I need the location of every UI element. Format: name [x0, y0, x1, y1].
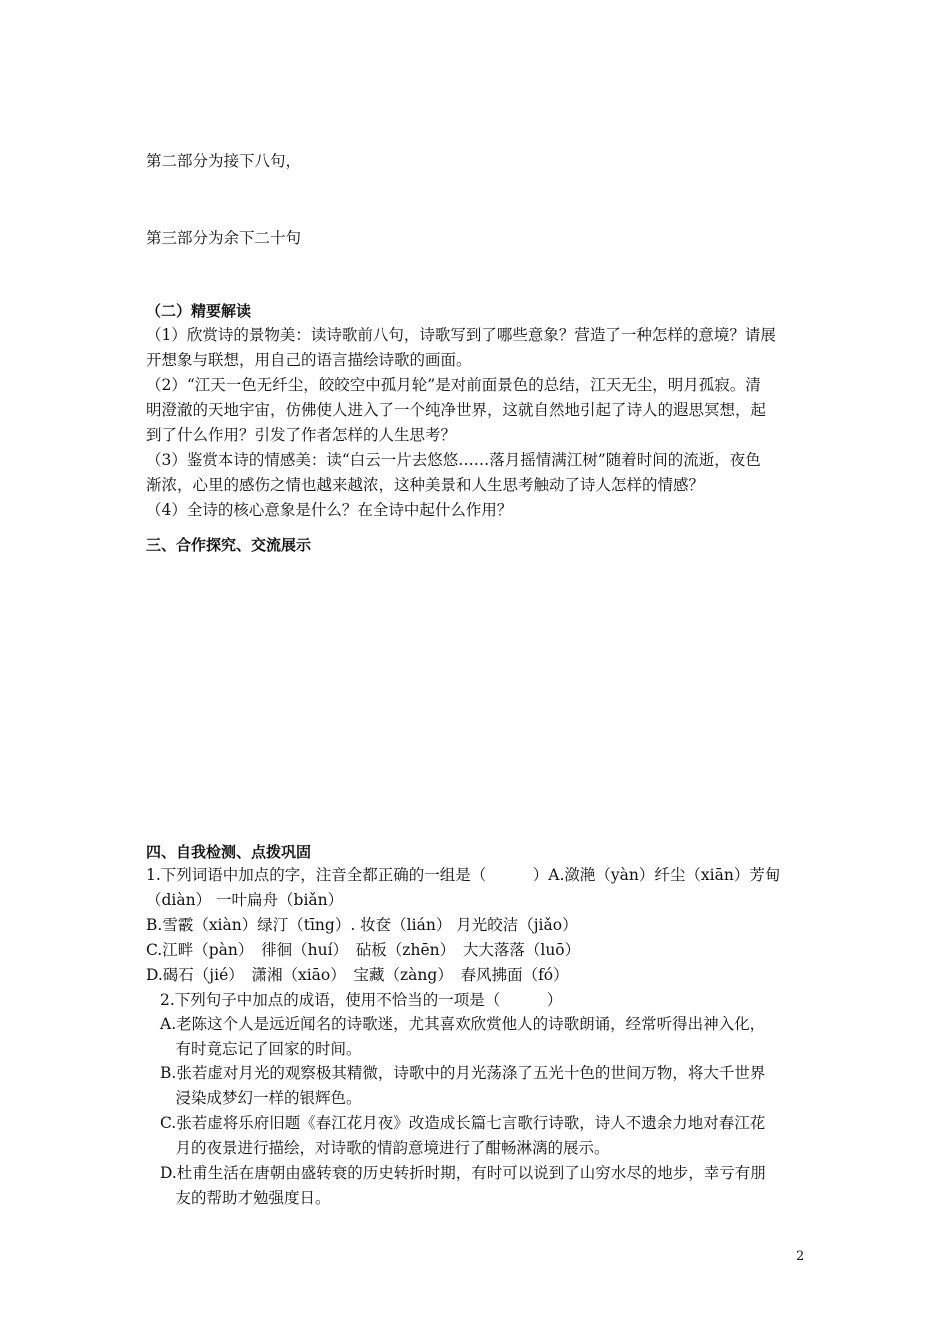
q2-line: 浸染成梦幻一样的银辉色。 [160, 1089, 362, 1107]
q2-line: C.张若虚将乐府旧题《春江花月夜》改造成长篇七言歌行诗歌，诗人不遗余力地对春江花 [160, 1114, 766, 1132]
q1-line: 1.下列词语中加点的字，注音全都正确的一组是（ ）A.潋滟（yàn）纤尘（xiān）芳甸 [146, 866, 781, 884]
section2-line: 到了什么作用？引发了作者怎样的人生思考？ [146, 426, 457, 444]
q1-line: B.雪霰（xiàn）绿汀（tīng）. 妆奁（lián） 月光皎洁（jiǎo） [146, 916, 578, 934]
section2-line: （3）鉴赏本诗的情感美：读“白云一片去悠悠……落月摇情满江树”随着时间的流逝，夜色 [146, 451, 761, 469]
section4-heading: 四、自我检测、点拨巩固 [146, 843, 312, 861]
q1-line: C.江畔（pàn） 徘徊（huí） 砧板（zhēn） 大大落落（luō） [146, 941, 581, 959]
section2-heading: （二）精要解读 [146, 302, 252, 320]
q1-line: D.碣石（jié） 潇湘（xiāo） 宝藏（zàng） 春风拂面（fó） [146, 966, 569, 984]
section3-heading: 三、合作探究、交流展示 [146, 536, 312, 554]
q2-line: 有时竟忘记了回家的时间。 [160, 1040, 362, 1058]
q2-line: 2.下列句子中加点的成语，使用不恰当的一项是（ ） [160, 991, 563, 1009]
q2-line: 月的夜景进行描绘，对诗歌的情韵意境进行了酣畅淋漓的展示。 [160, 1139, 610, 1157]
section2-line: 渐浓，心里的感伤之情也越来越浓，这种美景和人生思考触动了诗人怎样的情感？ [146, 476, 705, 494]
section2-line: （2）“江天一色无纤尘，皎皎空中孤月轮”是对前面景色的总结，江天无尘，明月孤寂。清 [146, 376, 761, 394]
structure-part3: 第三部分为余下二十句 [146, 229, 302, 247]
page-number: 2 [796, 1249, 805, 1264]
structure-part2: 第二部分为接下八句， [146, 152, 302, 170]
q2-line: D.杜甫生活在唐朝由盛转衰的历史转折时期，有时可以说到了山穷水尽的地步，幸亏有朋 [160, 1164, 766, 1182]
q2-line: 友的帮助才勉强度日。 [160, 1189, 331, 1207]
section2-line: 明澄澈的天地宇宙，仿佛使人进入了一个纯净世界，这就自然地引起了诗人的遐思冥想，起 [146, 401, 767, 419]
section2-line: （4）全诗的核心意象是什么？在全诗中起什么作用？ [146, 501, 513, 519]
section2-line: （1）欣赏诗的景物美：读诗歌前八句，诗歌写到了哪些意象？营造了一种怎样的意境？请展 [146, 326, 776, 344]
q2-line: A.老陈这个人是远近闻名的诗歌迷，尤其喜欢欣赏他人的诗歌朗诵，经常听得出神入化， [160, 1015, 766, 1033]
q1-line: （diàn） 一叶扁舟（biǎn） [146, 891, 344, 909]
section2-line: 开想象与联想，用自己的语言描绘诗歌的画面。 [146, 351, 472, 369]
q2-line: B.张若虚对月光的观察极其精微，诗歌中的月光荡涤了五光十色的世间万物，将大千世界 [160, 1064, 766, 1082]
